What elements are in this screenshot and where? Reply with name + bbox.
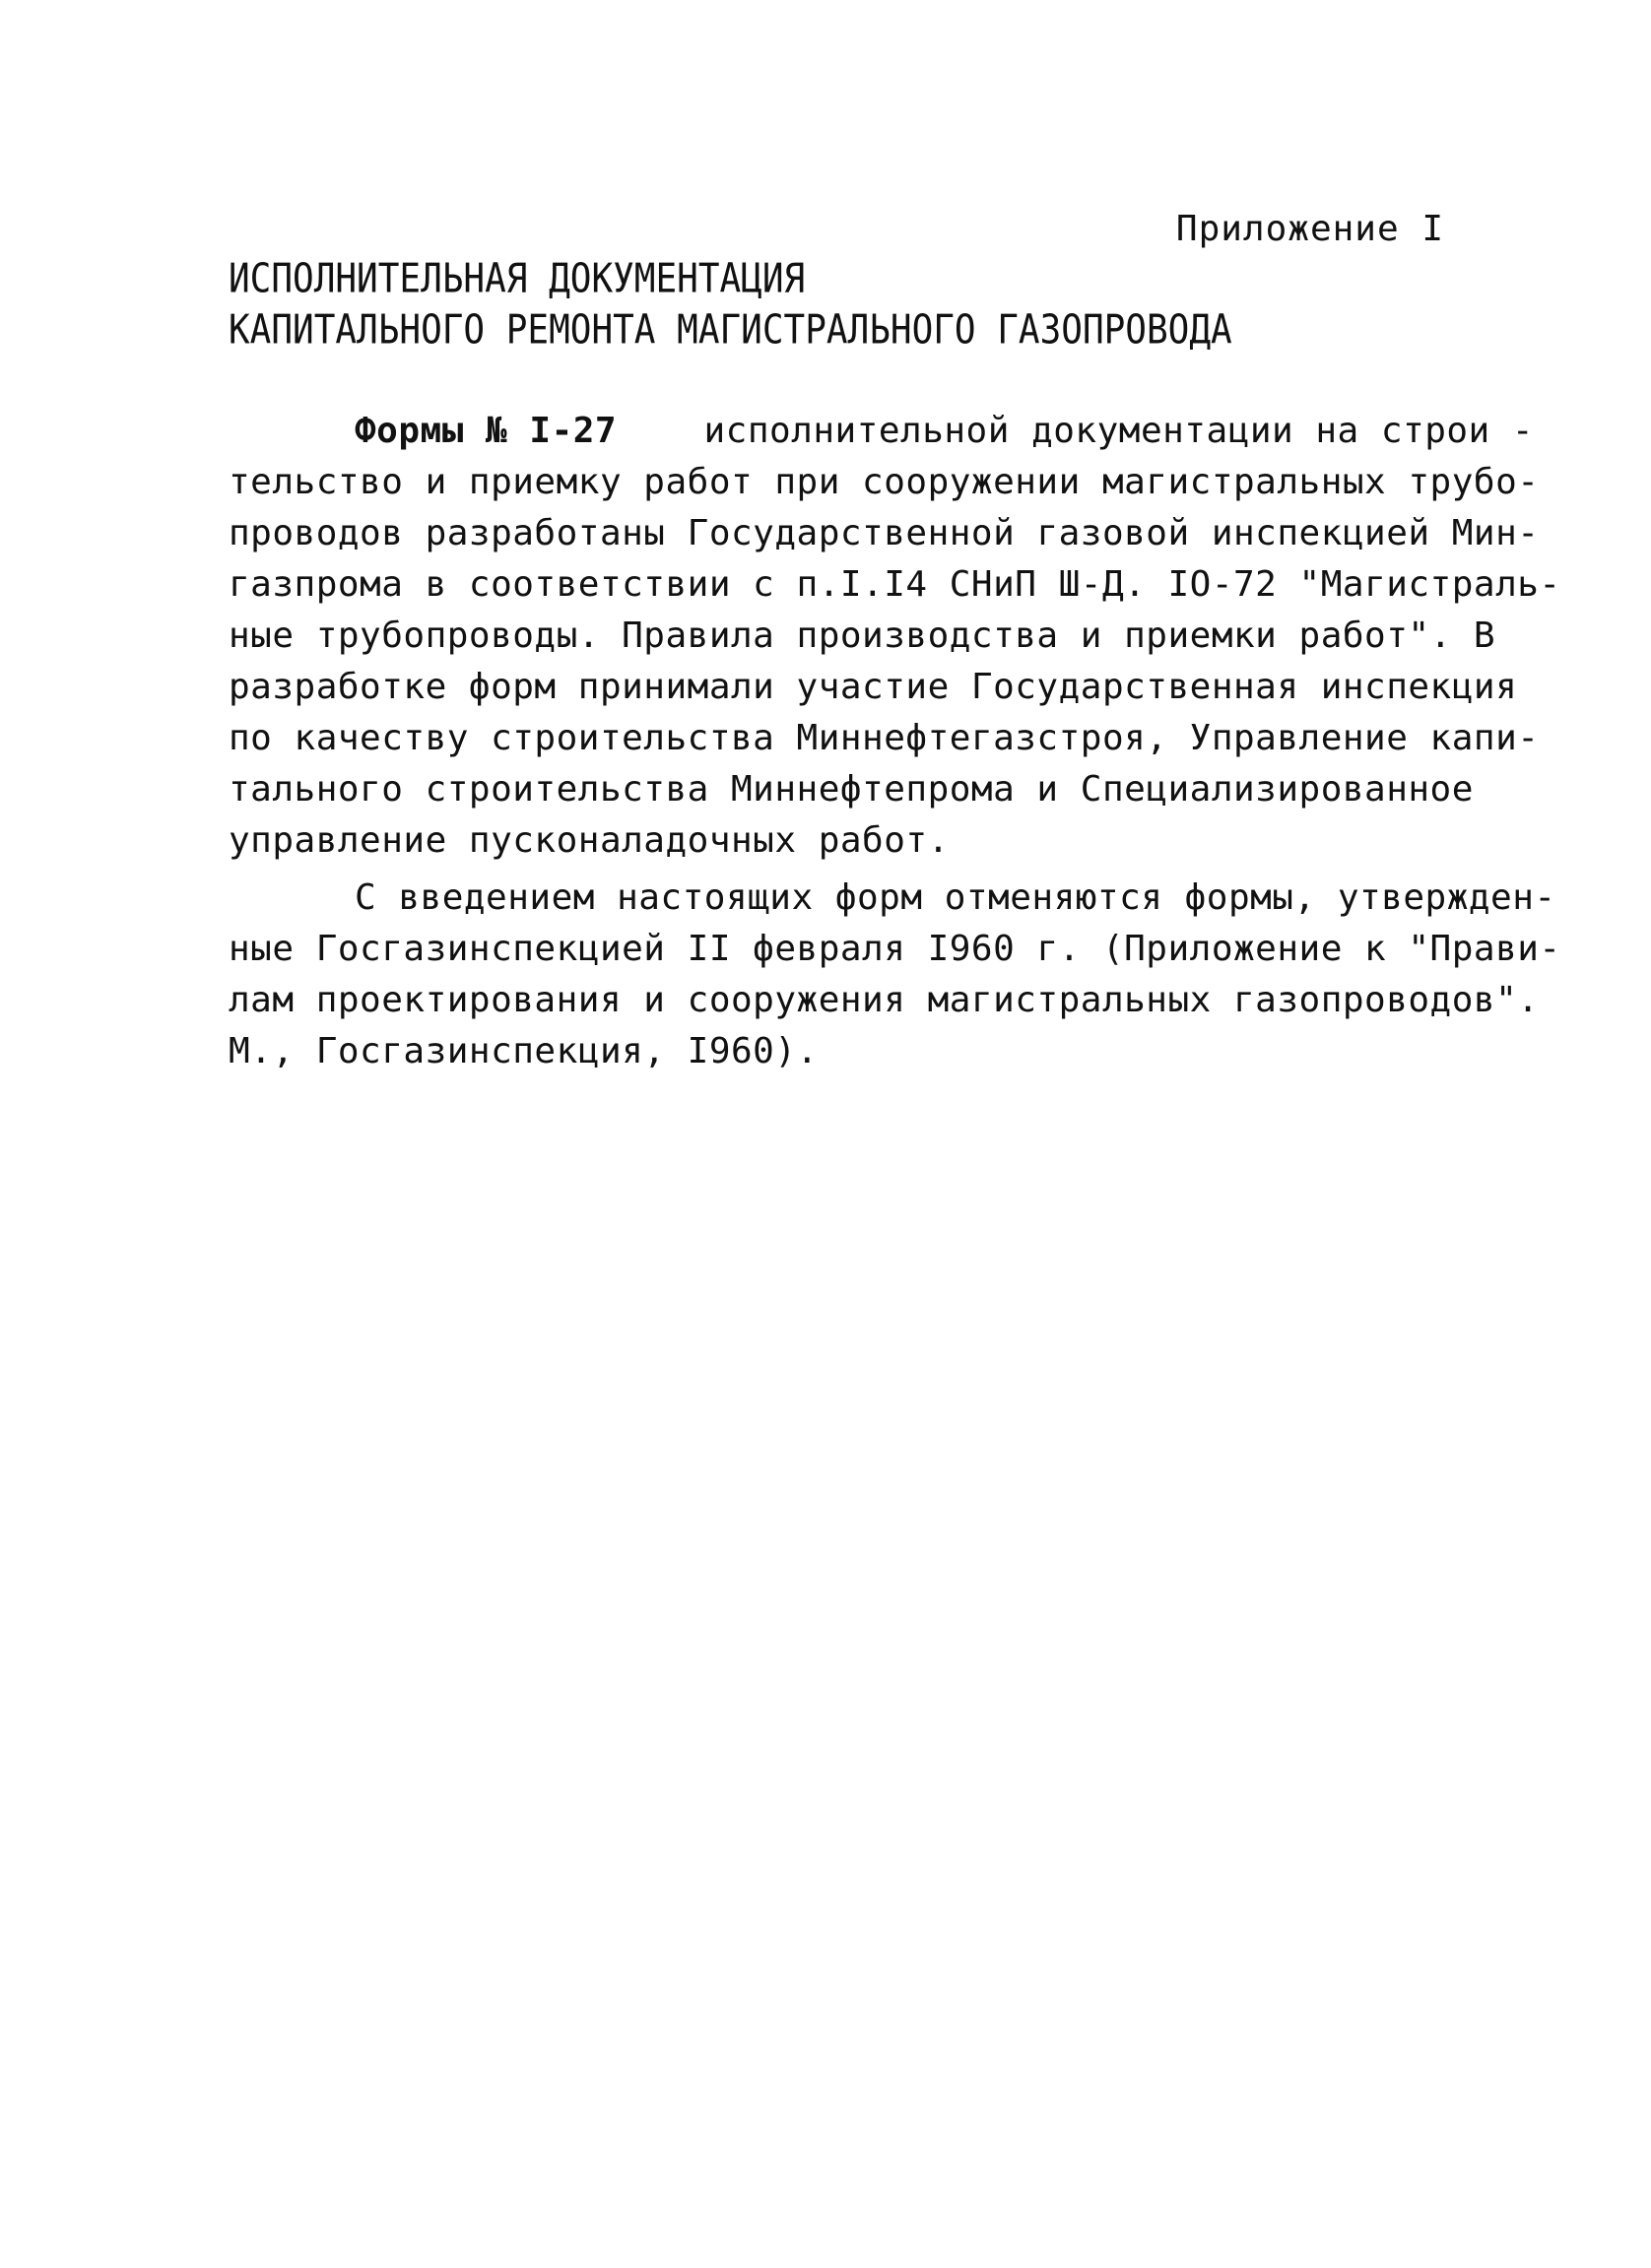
paragraph-line: разработке форм принимали участие Государственная инспекция — [229, 667, 1518, 707]
document-body — [229, 406, 1561, 1077]
paragraph-line: проводов разработаны Государственной газовой инспекцией Мин- — [229, 513, 1540, 553]
paragraph-line: тельство и приемку работ при сооружении магистральных трубо- — [229, 462, 1540, 502]
paragraph-forms-replacement — [229, 873, 1561, 1077]
paragraph-text: исполнительной документации на строи - — [703, 411, 1535, 451]
paragraph-line: управление пусконаладочных работ. — [229, 820, 950, 861]
appendix-label: Приложение I — [1175, 209, 1444, 249]
paragraph-line: С введением настоящих форм отменяются формы, утвержден- — [355, 877, 1556, 918]
paragraph-forms-description — [229, 406, 1561, 867]
paragraph-line — [229, 406, 1535, 457]
paragraph-line: газпрома в соответствии с п.I.I4 СНиП Ш-Д. IO-72 "Магистраль- — [229, 564, 1561, 605]
paragraph-line: ные Госгазинспекцией II февраля I960 г. (Приложение к "Прави- — [229, 929, 1561, 969]
document-title — [229, 254, 1232, 356]
paragraph-line: М., Госгазинспекция, I960). — [229, 1031, 819, 1071]
paragraph-line: по качеству строительства Миннефтегазстроя, Управление капи- — [229, 718, 1540, 758]
title-line-2: КАПИТАЛЬНОГО РЕМОНТА МАГИСТРАЛЬНОГО ГАЗОПРОВОДА — [229, 306, 1232, 354]
title-line-1: ИСПОЛНИТЕЛЬНАЯ ДОКУМЕНТАЦИЯ — [229, 255, 806, 302]
paragraph-line: ные трубопроводы. Правила производства и приемки работ". В — [229, 616, 1496, 656]
paragraph-line: лам проектирования и сооружения магистральных газопроводов". — [229, 980, 1540, 1020]
paragraph-line: тального строительства Миннефтепрома и Специализированное — [229, 769, 1474, 810]
forms-reference: Формы № I-27 — [355, 411, 618, 451]
